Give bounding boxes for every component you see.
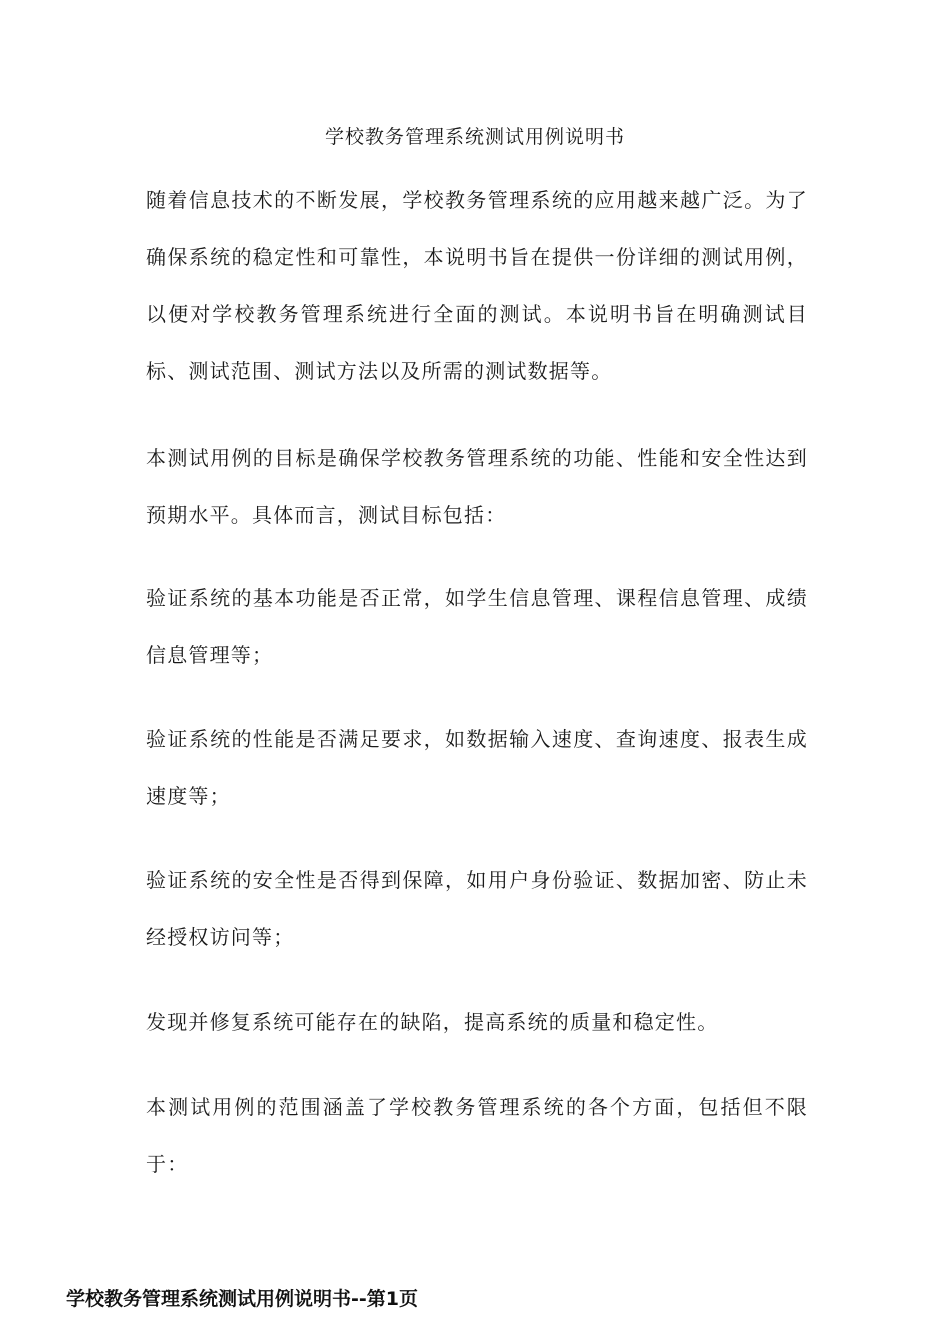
paragraph-goal-functionality: 验证系统的基本功能是否正常，如学生信息管理、课程信息管理、成绩信息管理等；	[146, 586, 808, 667]
paragraph-test-goals: 本测试用例的目标是确保学校教务管理系统的功能、性能和安全性达到预期水平。具体而言，测试目标包括：	[146, 446, 808, 527]
paragraph-goal-performance: 验证系统的性能是否满足要求，如数据输入速度、查询速度、报表生成速度等；	[146, 727, 808, 808]
paragraph-goal-defects: 发现并修复系统可能存在的缺陷，提高系统的质量和稳定性。	[146, 1010, 719, 1034]
document-title: 学校教务管理系统测试用例说明书	[324, 126, 625, 148]
paragraph-introduction: 随着信息技术的不断发展，学校教务管理系统的应用越来越广泛。为了确保系统的稳定性和可靠性，本说明书旨在提供一份详细的测试用例，以便对学校教务管理系统进行全面的测试。本说明书旨在明确测试目标、测试范围、测试方法以及所需的测试数据等。	[146, 188, 808, 383]
paragraph-test-scope: 本测试用例的范围涵盖了学校教务管理系统的各个方面，包括但不限于：	[146, 1095, 808, 1176]
page-footer: 学校教务管理系统测试用例说明书--第1页	[66, 1288, 418, 1310]
paragraph-goal-security: 验证系统的安全性是否得到保障，如用户身份验证、数据加密、防止未经授权访问等；	[146, 868, 808, 949]
